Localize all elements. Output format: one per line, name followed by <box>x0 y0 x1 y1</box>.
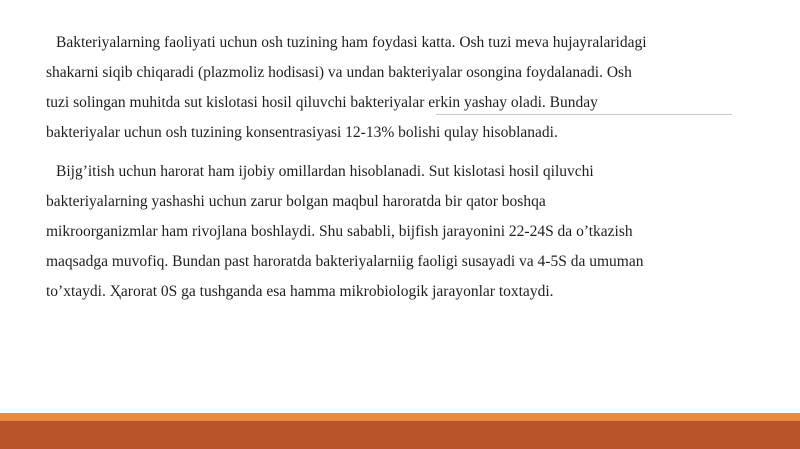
text-line-content: to’xtaydi. Ҳarorat 0S ga tushganda esa hamma mikrobiologik jarayonlar toxtaydi. <box>46 283 554 300</box>
text-line-content: mikroorganizmlar ham rivojlana boshlaydi. Shu sababli, bijfish jarayonini 22-24S da o’tkazish <box>46 223 633 240</box>
slide-body <box>46 28 746 307</box>
text-line <box>46 157 746 187</box>
paragraph-temperature <box>46 157 746 307</box>
footer-band <box>0 421 800 449</box>
text-line <box>46 58 746 88</box>
text-line-content: shakarni siqib chiqaradi (plazmoliz hodisasi) va undan bakteriyalar osongina foydalanadi. Osh <box>46 64 632 81</box>
text-line-content: tuzi solingan muhitda sut kislotasi hosil qiluvchi bakteriyalar erkin yashay oladi. Bunday <box>46 94 598 111</box>
text-line-content: Bakteriyalarning faoliyati uchun osh tuzining ham foydasi katta. Osh tuzi meva hujayralaridagi <box>56 34 647 51</box>
text-line-content: Bijg’itish uchun harorat ham ijobiy omillardan hisoblanadi. Sut kislotasi hosil qiluvchi <box>56 163 594 180</box>
text-line-content: bakteriyalar uchun osh tuzining konsentrasiyasi 12-13% bolishi qulay hisoblanadi. <box>46 124 558 141</box>
horizontal-divider <box>436 114 732 115</box>
text-line-content: bakteriyalarning yashashi uchun zarur bolgan maqbul haroratda bir qator boshqa <box>46 193 546 210</box>
text-line <box>46 118 746 148</box>
text-line <box>46 277 746 307</box>
text-line <box>46 247 746 277</box>
paragraph-salt <box>46 28 746 148</box>
text-line <box>46 28 746 58</box>
text-line-content: maqsadga muvofiq. Bundan past haroratda bakteriyalarniig faoligi susayadi va 4-5S da umuman <box>46 253 644 270</box>
footer-accent-stripe <box>0 413 800 421</box>
text-line <box>46 187 746 217</box>
text-line <box>46 217 746 247</box>
